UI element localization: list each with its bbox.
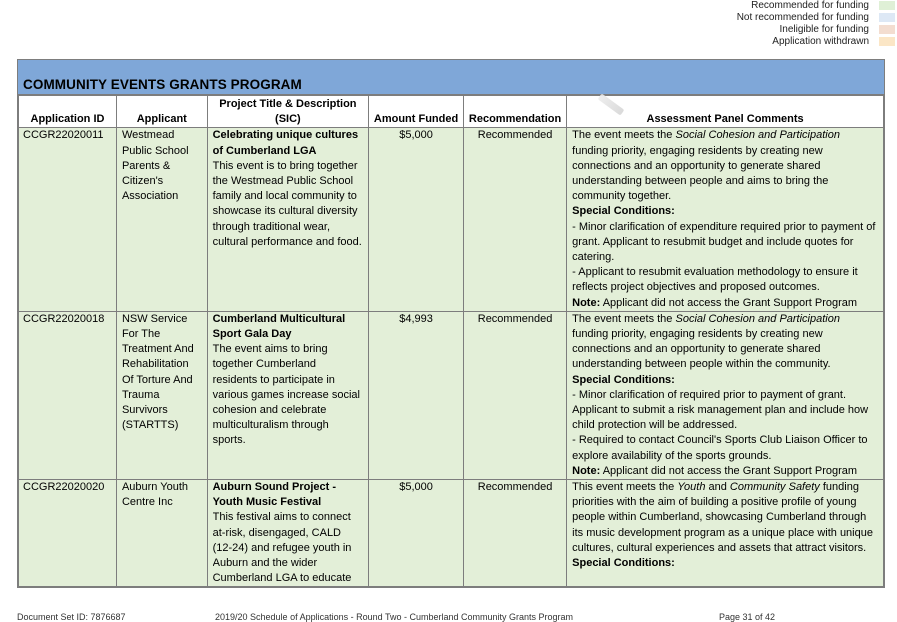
comment-text [572,480,878,556]
header-comments: Assessment Panel Comments [567,96,884,128]
comment-mid: and [705,481,730,494]
project-title: Celebrating unique cultures of Cumberland LGA [212,129,359,157]
cell-applicant: Auburn Youth Centre Inc [116,480,207,587]
special-conditions-label: Special Conditions: [572,205,675,218]
table-row [19,128,884,311]
footer-doc-id: Document Set ID: 7876687 [17,612,126,622]
special-conditions-label: Special Conditions: [572,557,675,570]
legend-swatch-orange [879,37,895,46]
cell-project [207,311,369,479]
legend-not-recommended [537,12,897,24]
program-banner [18,60,884,95]
applications-table [18,95,884,587]
cell-amount: $5,000 [369,480,464,587]
legend-label: Ineligible for funding [779,24,869,35]
comment-priority: Social Cohesion and Participation [675,129,840,142]
note-text: Applicant did not access the Grant Support Program [600,296,858,309]
cell-application-id: CCGR22020018 [19,311,117,479]
comment-text [572,312,878,373]
legend-label: Recommended for funding [751,0,869,11]
header-project-title [207,96,369,128]
grants-table-container [17,59,885,588]
cell-project [207,128,369,311]
cell-recommendation: Recommended [463,480,566,587]
comment-priority-2: Community Safety [729,481,820,494]
cell-application-id: CCGR22020020 [19,480,117,587]
note-label: Note: [572,296,601,309]
header-project-title-line1: Project Title & Description [219,98,357,110]
legend-swatch-red [879,25,895,34]
legend-withdrawn [537,36,897,48]
project-description: The event aims to bring together Cumberland residents to participate in various games increase social cohesion and celebrate multiculturalism through sports. [212,343,360,447]
status-legend [537,0,897,48]
header-amount-funded: Amount Funded [369,96,464,128]
legend-ineligible [537,24,897,36]
cell-applicant: Westmead Public School Parents & Citizen's Association [116,128,207,311]
project-title: Auburn Sound Project - Youth Music Festival [212,481,337,509]
condition-2: - Required to contact Council's Sports Club Liaison Officer to explore availability of the sports grounds. [572,434,868,462]
note [572,464,878,479]
comment-pre: The event meets the [572,312,676,325]
footer-page-number: Page 31 of 42 [719,612,776,622]
cell-recommendation: Recommended [463,311,566,479]
header-application-id: Application ID [19,96,117,128]
comment-post: funding priority, engaging residents by creating new connections and an opportunity to generate shared understanding between people and aims to bring the community together. [572,144,829,203]
footer-doc-title: 2019/20 Schedule of Applications - Round Two - Cumberland Community Grants Program [215,612,574,622]
project-description: This event is to bring together the Westmead Public School family and local community to showcase its cultural diversity through traditional wear, cultural performance and food. [212,159,362,248]
header-recommendation: Recommendation [463,96,566,128]
legend-label: Not recommended for funding [736,12,869,23]
cell-amount: $5,000 [369,128,464,311]
comment-priority: Youth [677,481,706,494]
cell-applicant: NSW Service For The Treatment And Rehabilitation Of Torture And Trauma Survivors (STARTTS) [116,311,207,479]
condition-1: - Minor clarification of required prior to payment of grant. Applicant to submit a risk management plan and include how child protection will be addressed. [572,388,869,432]
legend-label: Application withdrawn [772,36,869,47]
note-label: Note: [572,464,601,477]
project-description: This festival aims to connect at-risk, disengaged, CALD (12-24) and refugee youth in Auburn and the wider Cumberland LGA to educate [212,511,352,585]
comment-text [572,128,878,204]
comment-priority: Social Cohesion and Participation [675,312,840,325]
project-title: Cumberland Multicultural Sport Gala Day [212,312,346,341]
cell-amount: $4,993 [369,311,464,479]
legend-recommended [537,0,897,12]
cell-comments [567,311,884,479]
page-footer [17,612,883,622]
comment-post: funding priority, engaging residents by creating new connections and an opportunity to generate shared understanding between people within the community. [572,328,831,371]
special-conditions-label: Special Conditions: [572,373,675,386]
cell-recommendation: Recommended [463,128,566,311]
comment-post: funding priorities with the aim of building a positive profile of young people within Cumberland, showcasing Cumberland through its music development program as a unique place with unique cultures, cultural experiences and assets that attract visitors. [572,481,873,554]
condition-2: - Applicant to resubmit evaluation methodology to ensure it reflects project objectives and proposed outcomes. [572,266,858,294]
condition-1: - Minor clarification of expenditure required prior to payment of grant. Applicant to resubmit budget and include quotes for catering. [572,220,876,264]
note-text: Applicant did not access the Grant Support Program [600,464,858,477]
legend-swatch-blue [879,13,895,22]
cell-project [207,480,369,587]
table-row [19,480,884,587]
cell-application-id: CCGR22020011 [19,128,117,311]
table-row [19,311,884,479]
table-header-row [19,96,884,128]
header-applicant: Applicant [116,96,207,128]
program-title: COMMUNITY EVENTS GRANTS PROGRAM [23,77,302,92]
cell-comments [567,128,884,311]
legend-swatch-green [879,1,895,10]
cell-comments [567,480,884,587]
comment-pre: The event meets the [572,129,676,142]
comment-pre: This event meets the [572,481,678,494]
header-project-title-line2: (SIC) [275,113,301,126]
note [572,296,878,311]
